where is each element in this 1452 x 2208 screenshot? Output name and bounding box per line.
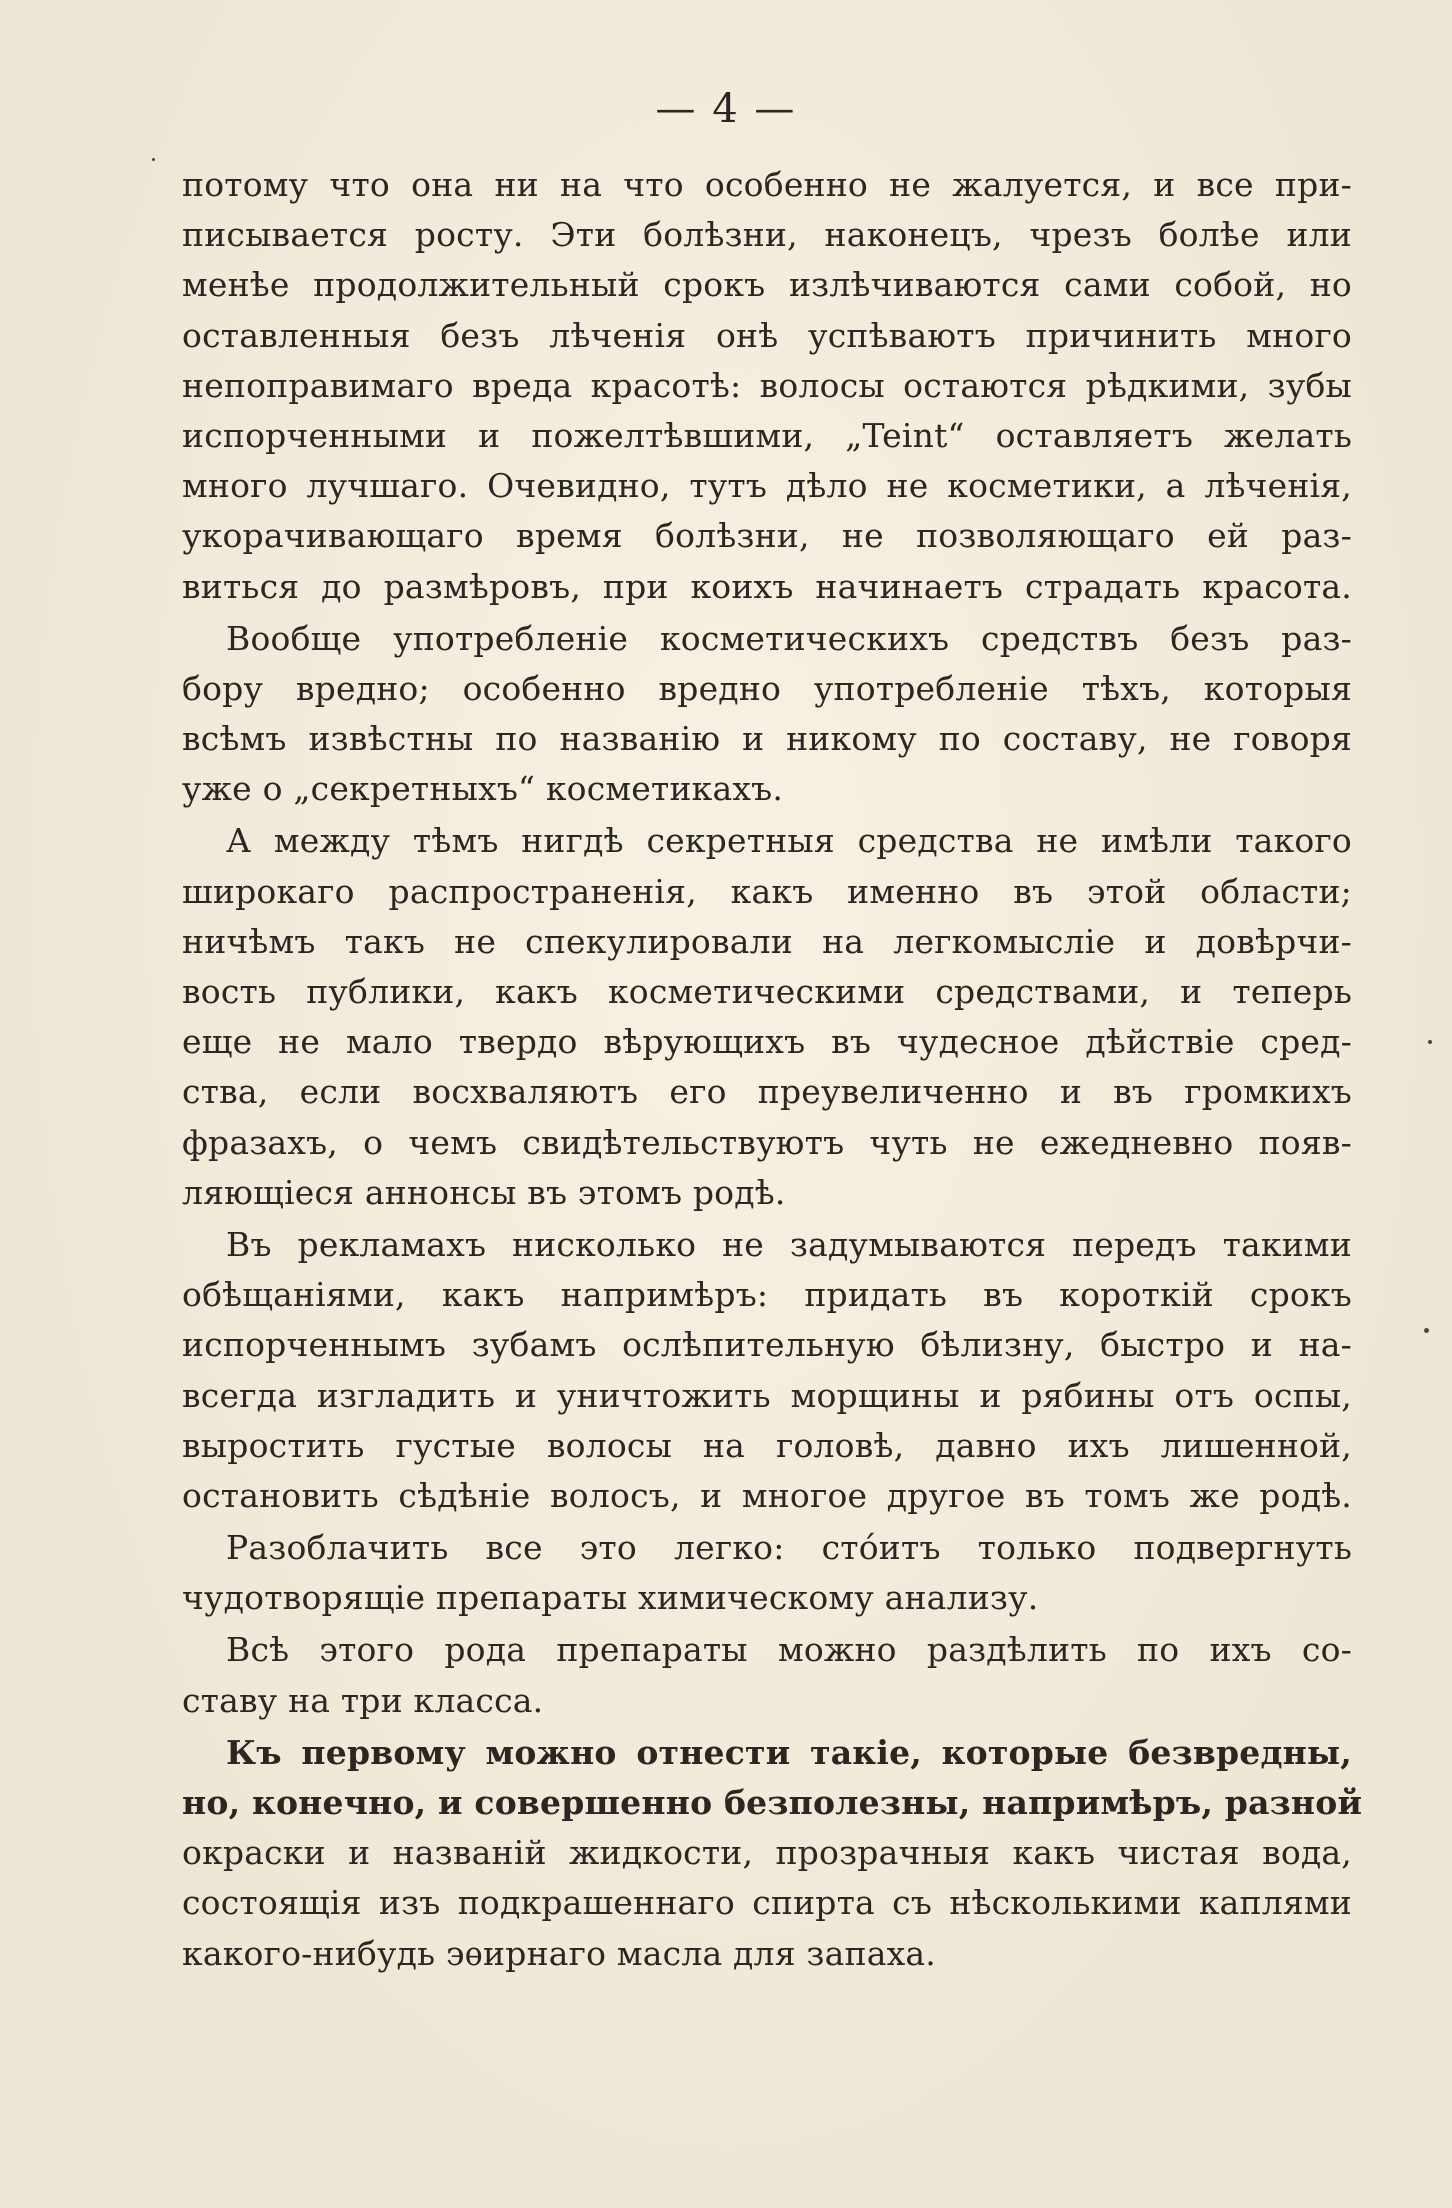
text-line: испорченными и пожелтѣвшими, „Teint“ оставляетъ желать [182, 415, 1352, 455]
paragraph-4 [182, 1220, 1352, 1521]
text-line: ставу на три класса. [182, 1680, 544, 1720]
text-line: ляющіеся аннонсы въ этомъ родѣ. [182, 1172, 786, 1212]
text-line: обѣщаніями, какъ напримѣръ: придать въ короткій срокъ [182, 1275, 1352, 1315]
text-line: Въ рекламахъ нисколько не задумываются передъ такими [226, 1224, 1352, 1264]
text-line: Разоблачить все это легко: стóитъ только подвергнуть [226, 1528, 1352, 1568]
text-line: всѣмъ извѣстны по названію и никому по составу, не говоря [182, 719, 1352, 759]
page-number: — 4 — [655, 86, 797, 132]
text-line: широкаго распространенія, какъ именно въ этой области; [182, 871, 1352, 911]
text-line: укорачивающаго время болѣзни, не позволяющаго ей раз- [182, 516, 1352, 556]
paragraph-7 [182, 1728, 1363, 1979]
text-line: выростить густые волосы на головѣ, давно ихъ лишенной, [182, 1425, 1352, 1465]
text-line: чудотворящіе препараты химическому анализу. [182, 1578, 1039, 1618]
text-line: окраски и названій жидкости, прозрачныя какъ чистая вода, [182, 1833, 1352, 1873]
paragraph-3 [182, 816, 1352, 1218]
text-line: Къ первому можно отнести такіе, которые безвредны, [226, 1732, 1352, 1772]
text-line: А между тѣмъ нигдѣ секретныя средства не имѣли такого [226, 821, 1352, 861]
text-line: непоправимаго вреда красотѣ: волосы остаются рѣдкими, зубы [182, 365, 1352, 405]
text-line: испорченнымъ зубамъ ослѣпительную бѣлизну, быстро и на- [182, 1325, 1352, 1365]
text-line: писывается росту. Эти болѣзни, наконецъ, чрезъ болѣе или [182, 215, 1352, 255]
text-line: еще не мало твердо вѣрующихъ въ чудесное дѣйствіе сред- [182, 1022, 1352, 1062]
ink-speck [1428, 1040, 1432, 1044]
body-text [182, 160, 1363, 1979]
paragraph-2 [182, 614, 1352, 815]
text-line: много лучшаго. Очевидно, тутъ дѣло не косметики, а лѣченія, [182, 466, 1352, 506]
text-line: но, конечно, и совершенно безполезны, напримѣръ, разной [182, 1783, 1363, 1822]
ink-speck [152, 158, 155, 161]
text-line: потому что она ни на что особенно не жалуется, и все при- [182, 165, 1352, 204]
text-line: всегда изгладить и уничтожить морщины и рябины отъ оспы, [182, 1375, 1352, 1415]
paragraph-1 [182, 160, 1352, 612]
paragraph-6 [182, 1625, 1352, 1725]
text-line: бору вредно; особенно вредно употребленіе тѣхъ, которыя [182, 668, 1352, 708]
text-line: вость публики, какъ косметическими средствами, и теперь [182, 972, 1352, 1011]
text-line: оставленныя безъ лѣченія онѣ успѣваютъ причинить много [182, 315, 1352, 355]
text-line: ничѣмъ такъ не спекулировали на легкомысліе и довѣрчи- [182, 921, 1352, 961]
text-line: менѣе продолжительный срокъ излѣчиваются сами собой, но [182, 265, 1352, 305]
text-line: виться до размѣровъ, при коихъ начинаетъ страдать красота. [182, 566, 1352, 606]
ink-speck [1424, 1328, 1429, 1333]
text-line: какого-нибудь эѳирнаго масла для запаха. [182, 1933, 936, 1973]
text-line: состоящія изъ подкрашеннаго спирта съ нѣсколькими каплями [182, 1883, 1352, 1923]
text-line: остановить сѣдѣніе волосъ, и многое другое въ томъ же родѣ. [182, 1475, 1352, 1515]
text-line: уже о „секретныхъ“ косметикахъ. [182, 769, 784, 809]
text-line: Вообще употребленіе косметическихъ средствъ безъ раз- [226, 618, 1352, 658]
text-line: ства, если восхваляютъ его преувеличенно и въ громкихъ [182, 1072, 1352, 1112]
text-line: фразахъ, о чемъ свидѣтельствуютъ чуть не ежедневно появ- [182, 1122, 1352, 1162]
paragraph-5 [182, 1523, 1352, 1623]
text-line: Всѣ этого рода препараты можно раздѣлить по ихъ со- [226, 1630, 1352, 1670]
